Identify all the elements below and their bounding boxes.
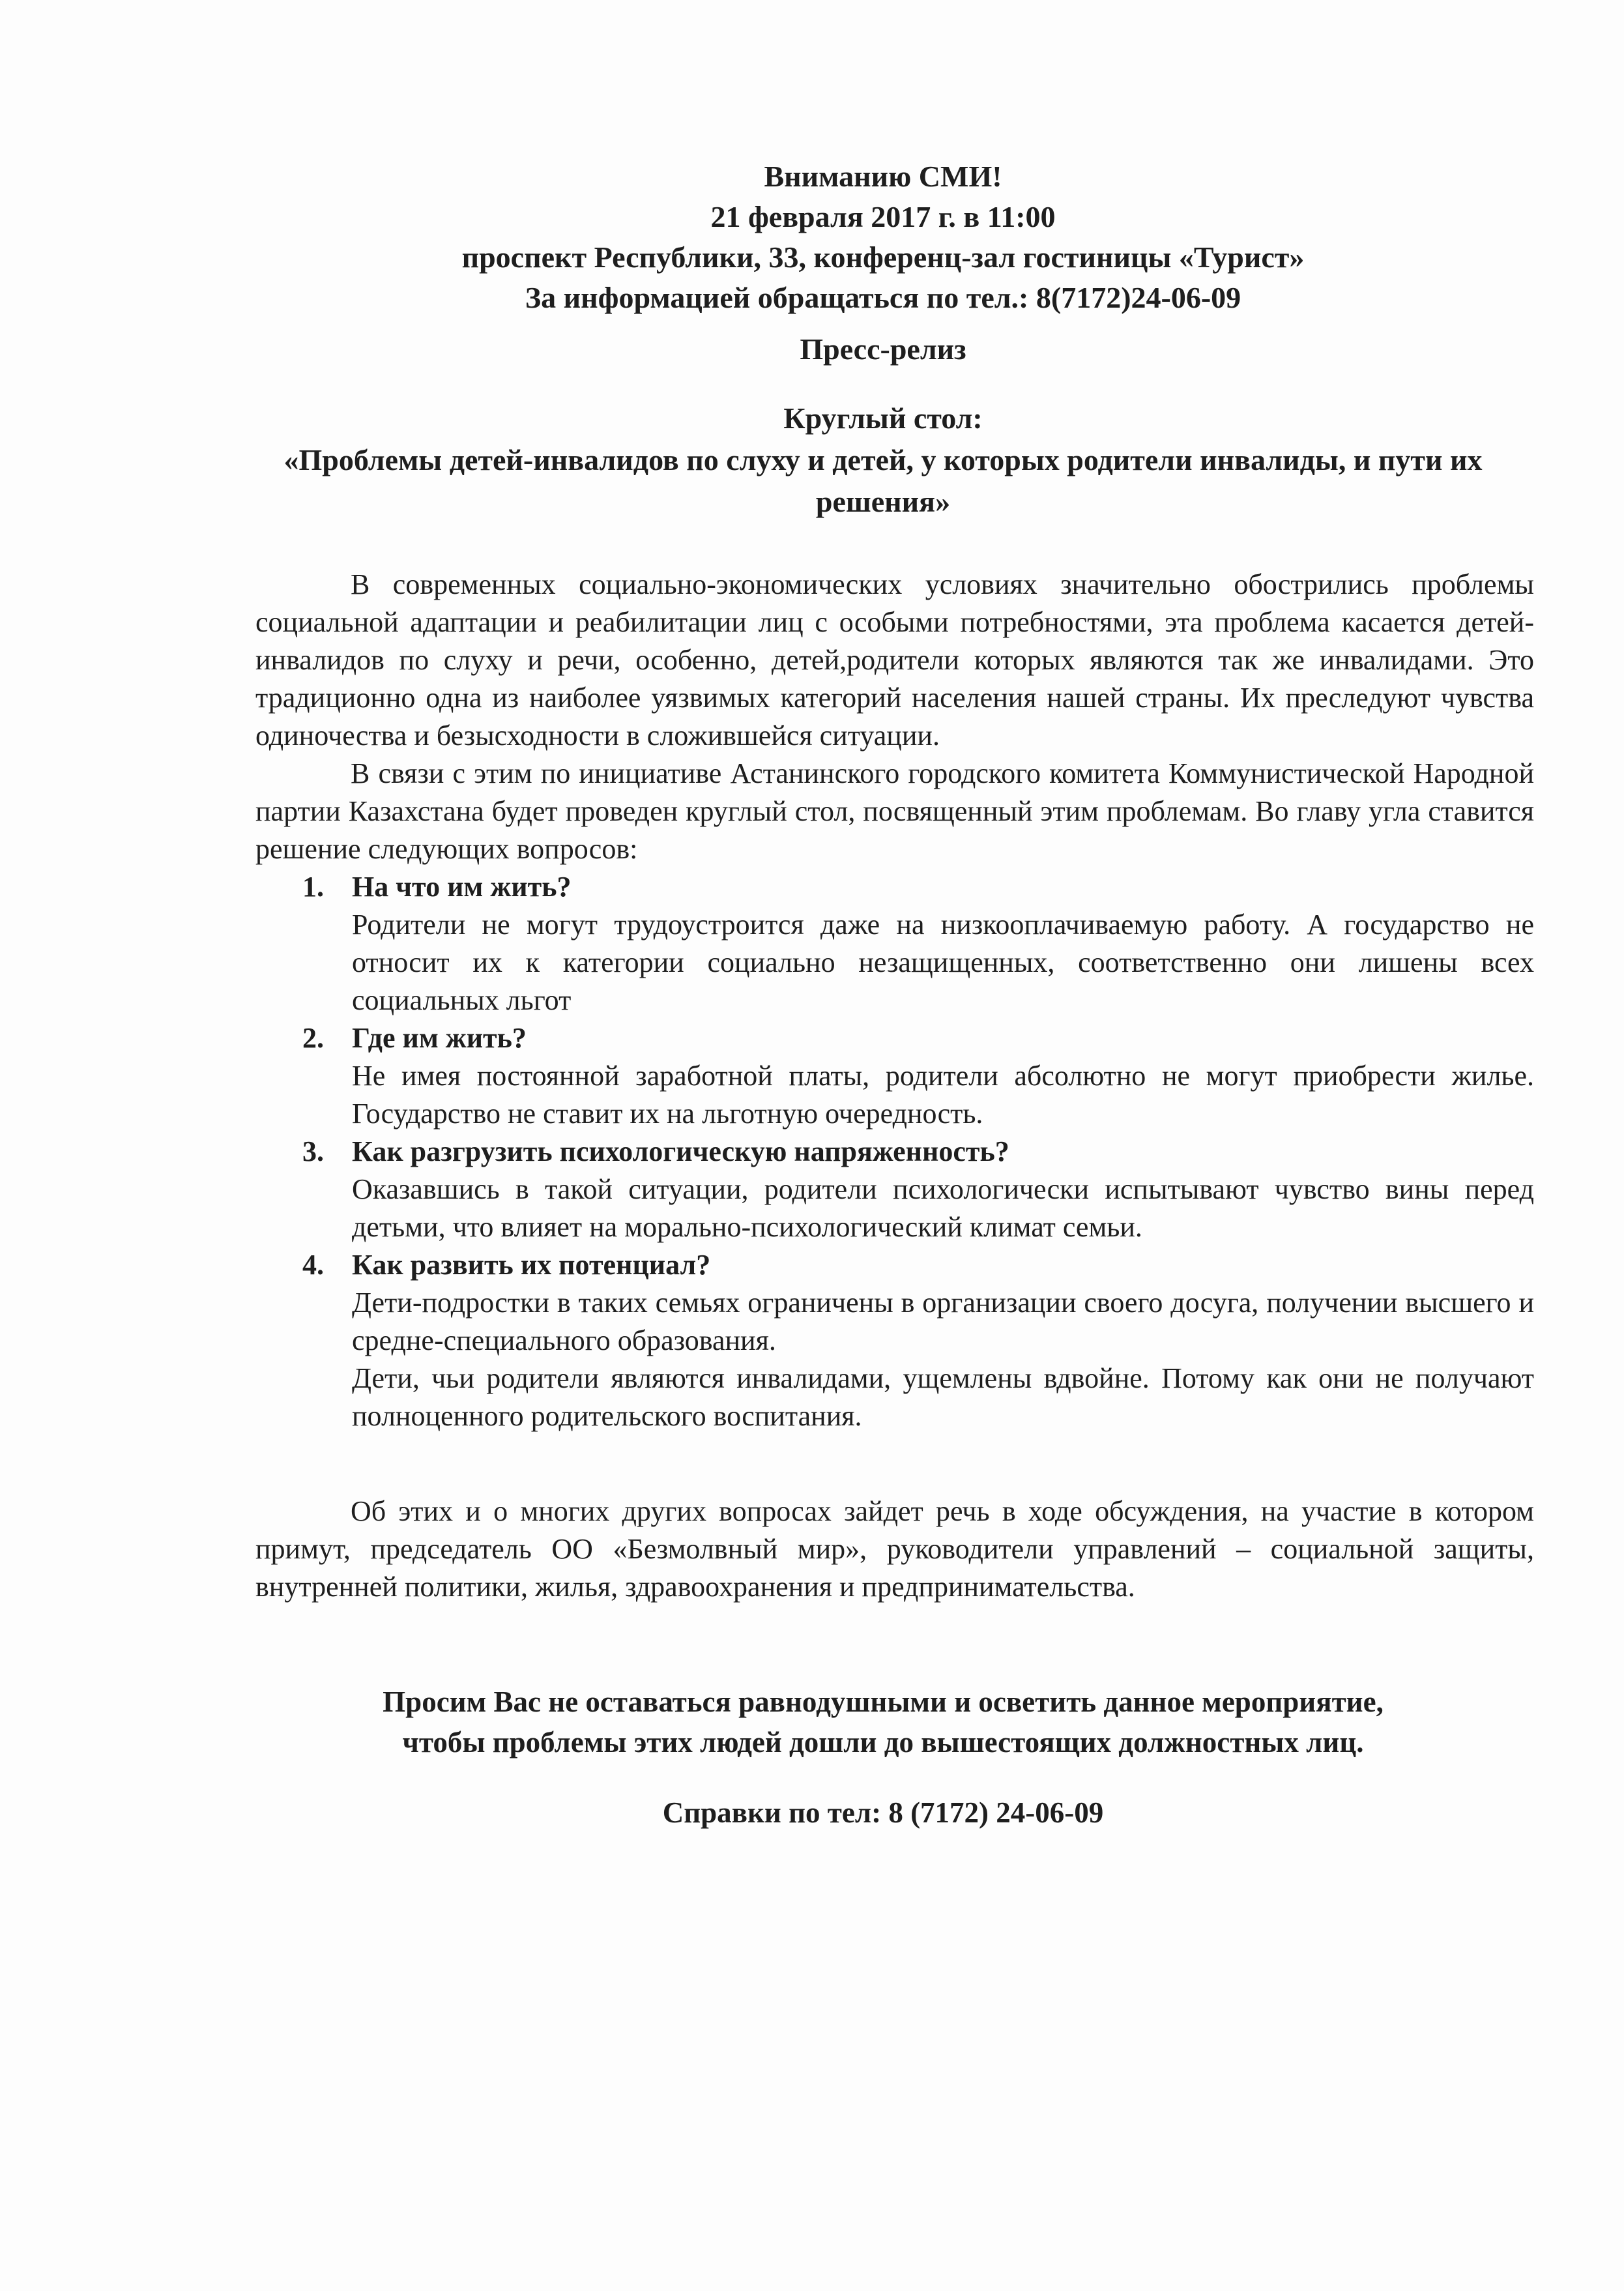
appeal-block <box>235 1682 1531 1762</box>
question-text: Оказавшись в такой ситуации, родители психологически испытывают чувство вины перед детьми, что влияет на морально-психологический климат семьи. <box>352 1173 1534 1243</box>
question-text-continued: Дети, чьи родители являются инвалидами, ущемлены вдвойне. Потому как они не получают полноценного родительского воспитания. <box>352 1362 1534 1432</box>
intro-paragraph-1: В современных социально-экономических условиях значительно обострились проблемы социальной адаптации и реабилитации лиц с особыми потребностями, эта проблема касается детей-инвалидов по слуху и речи, особенно, детей,родители которых являются так же инвалидами. Это традиционно одна из наиболее уязвимых категорий населения нашей страны. Их преследуют чувства одиночества и безысходности в сложившейся ситуации. <box>255 568 1534 752</box>
round-table-heading <box>235 398 1531 523</box>
info-phone-line: За информацией обращаться по тел.: 8(7172)24-06-09 <box>525 281 1241 314</box>
question-text: Дети-подростки в таких семьях ограничены в организации своего досуга, получении высшего и средне-специального образования. <box>352 1287 1534 1356</box>
question-item <box>255 1133 1534 1246</box>
round-table-title: «Проблемы детей-инвалидов по слуху и детей, у которых родители инвалиды, и пути их решения» <box>283 443 1483 518</box>
question-title: Где им жить? <box>352 1022 527 1054</box>
questions-list <box>255 868 1534 1435</box>
question-number: 3. <box>302 1135 324 1167</box>
event-date-line: 21 февраля 2017 г. в 11:00 <box>710 200 1056 233</box>
event-venue-line: проспект Республики, 33, конференц-зал гостиницы «Турист» <box>461 241 1305 274</box>
appeal-line-2: чтобы проблемы этих людей дошли до вышестоящих должностных лиц. <box>402 1726 1364 1758</box>
intro-paragraph-2: В связи с этим по инициативе Астанинского городского комитета Коммунистической Народной партии Казахстана будет проведен круглый стол, посвященный этим проблемам. Во главу угла ставится решение следующих вопросов: <box>255 757 1534 865</box>
closing-section <box>255 1493 1534 1606</box>
question-item <box>255 868 1534 1019</box>
appeal-line-1: Просим Вас не оставаться равнодушными и осветить данное мероприятие, <box>383 1685 1384 1718</box>
question-item <box>255 1246 1534 1435</box>
media-notice-header <box>235 156 1531 318</box>
question-title: На что им жить? <box>352 871 572 903</box>
media-attention-line: Вниманию СМИ! <box>764 160 1002 193</box>
question-item <box>255 1019 1534 1133</box>
question-text: Не имея постоянной заработной платы, родители абсолютно не могут приобрести жилье. Государство не ставит их на льготную очередность. <box>352 1060 1534 1130</box>
question-title: Как разгрузить психологическую напряженность? <box>352 1135 1009 1167</box>
question-title: Как развить их потенциал? <box>352 1249 711 1281</box>
question-number: 2. <box>302 1022 324 1054</box>
closing-paragraph: Об этих и о многих других вопросах зайдет речь в ходе обсуждения, на участие в котором примут, председатель ОО «Безмолвный мир», руководители управлений – социальной защиты, внутренней политики, жилья, здравоохранения и предпринимательства. <box>255 1495 1534 1603</box>
contact-phone-footer: Справки по тел: 8 (7172) 24-06-09 <box>662 1796 1104 1829</box>
question-number: 1. <box>302 871 324 903</box>
document-body <box>255 566 1534 1435</box>
question-text: Родители не могут трудоустроится даже на низкооплачиваемую работу. А государство не относит их к категории социально незащищенных, соответственно они лишены всех социальных льгот <box>352 909 1534 1016</box>
press-release-label: Пресс-релиз <box>800 332 966 366</box>
question-number: 4. <box>302 1249 324 1281</box>
round-table-label: Круглый стол: <box>783 401 983 435</box>
